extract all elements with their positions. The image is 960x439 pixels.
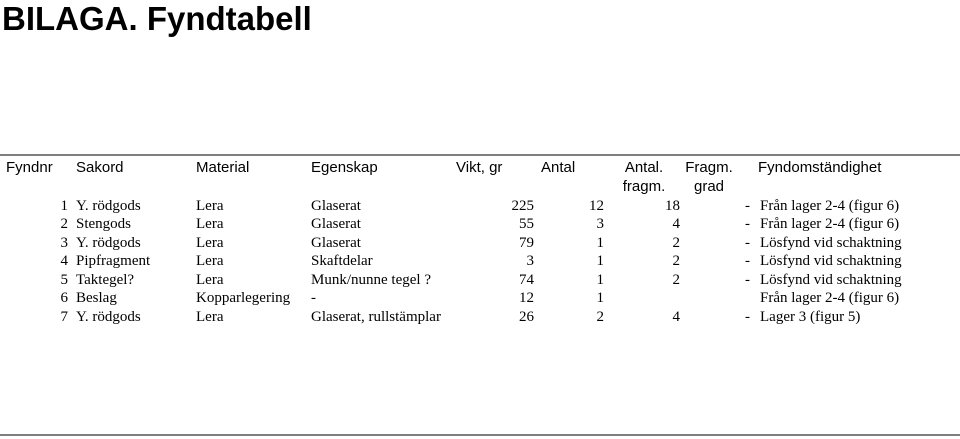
cell-antal-fragm: 4 <box>672 216 680 232</box>
cell-fyndomstandighet: Lösfynd vid schaktning <box>760 235 902 251</box>
document-title: BILAGA. Fyndtabell <box>2 0 312 37</box>
header-fyndnr: Fyndnr <box>6 159 53 176</box>
header-vikt: Vikt, gr <box>456 159 503 176</box>
cell-egenskap: Glaserat <box>311 216 361 232</box>
cell-sakord: Taktegel? <box>76 272 135 288</box>
table-row <box>0 197 960 215</box>
cell-fragm-grad: - <box>745 253 750 269</box>
cell-fyndnr: 5 <box>60 272 68 288</box>
header-material: Material <box>196 159 250 176</box>
header-fragm-grad-line1: Fragm. <box>685 159 733 176</box>
header-antal-fragm-line1: Antal. <box>624 159 664 176</box>
cell-fragm-grad: - <box>745 198 750 214</box>
cell-egenskap: Glaserat, rullstämplar <box>311 309 441 325</box>
cell-antal: 1 <box>596 235 604 251</box>
header-antal-fragm-line2: fragm. <box>622 178 666 195</box>
cell-fyndomstandighet: Lösfynd vid schaktning <box>760 253 902 269</box>
table-row <box>0 234 960 252</box>
cell-sakord: Y. rödgods <box>76 198 141 214</box>
table-row <box>0 252 960 270</box>
cell-fragm-grad: - <box>745 272 750 288</box>
cell-antal: 2 <box>596 309 604 325</box>
cell-fyndomstandighet: Från lager 2-4 (figur 6) <box>760 216 900 232</box>
cell-egenskap: Glaserat <box>311 235 361 251</box>
cell-fyndomstandighet: Från lager 2-4 (figur 6) <box>760 198 900 214</box>
table-row <box>0 215 960 233</box>
cell-sakord: Stengods <box>76 216 132 232</box>
table-header <box>0 158 960 198</box>
cell-fyndomstandighet: Från lager 2-4 (figur 6) <box>760 290 900 306</box>
cell-vikt: 3 <box>526 253 534 269</box>
table-row <box>0 289 960 307</box>
cell-sakord: Y. rödgods <box>76 309 141 325</box>
cell-antal: 12 <box>589 198 604 214</box>
cell-fragm-grad: - <box>745 216 750 232</box>
cell-vikt: 55 <box>519 216 534 232</box>
cell-material: Kopparlegering <box>196 290 291 306</box>
cell-fyndomstandighet: Lösfynd vid schaktning <box>760 272 902 288</box>
header-antal: Antal <box>541 159 576 176</box>
cell-vikt: 74 <box>519 272 534 288</box>
cell-fyndnr: 3 <box>60 235 68 251</box>
cell-antal: 1 <box>596 290 604 306</box>
cell-sakord: Beslag <box>76 290 117 306</box>
cell-antal-fragm: 4 <box>672 309 680 325</box>
cell-material: Lera <box>196 272 224 288</box>
table-bottom-rule <box>0 434 960 436</box>
cell-vikt: 12 <box>519 290 534 306</box>
cell-sakord: Y. rödgods <box>76 235 141 251</box>
cell-egenskap: Munk/nunne tegel ? <box>311 272 431 288</box>
cell-material: Lera <box>196 216 224 232</box>
cell-egenskap: - <box>311 290 316 306</box>
cell-vikt: 79 <box>519 235 534 251</box>
cell-fragm-grad: - <box>745 309 750 325</box>
cell-vikt: 225 <box>511 198 534 214</box>
cell-material: Lera <box>196 235 224 251</box>
header-fyndomstandighet: Fyndomständighet <box>758 159 882 176</box>
cell-antal-fragm: 2 <box>672 253 680 269</box>
cell-antal: 3 <box>596 216 604 232</box>
cell-sakord: Pipfragment <box>76 253 151 269</box>
cell-fyndomstandighet: Lager 3 (figur 5) <box>760 309 861 325</box>
cell-vikt: 26 <box>519 309 534 325</box>
header-fragm-grad <box>680 158 738 196</box>
cell-fyndnr: 6 <box>60 290 68 306</box>
cell-fyndnr: 7 <box>60 309 68 325</box>
cell-material: Lera <box>196 309 224 325</box>
cell-fyndnr: 1 <box>60 198 68 214</box>
cell-antal: 1 <box>596 272 604 288</box>
cell-egenskap: Skaftdelar <box>311 253 373 269</box>
cell-antal-fragm: 2 <box>672 272 680 288</box>
cell-antal-fragm: 18 <box>665 198 680 214</box>
cell-antal: 1 <box>596 253 604 269</box>
header-egenskap: Egenskap <box>311 159 378 176</box>
cell-fragm-grad: - <box>745 235 750 251</box>
table-top-rule <box>0 154 960 156</box>
table-row <box>0 271 960 289</box>
header-fragm-grad-line2: grad <box>693 178 725 195</box>
cell-material: Lera <box>196 198 224 214</box>
table-row <box>0 308 960 326</box>
cell-fyndnr: 2 <box>60 216 68 232</box>
cell-antal-fragm: 2 <box>672 235 680 251</box>
cell-material: Lera <box>196 253 224 269</box>
header-antal-fragm <box>620 158 668 196</box>
cell-fyndnr: 4 <box>60 253 68 269</box>
header-sakord: Sakord <box>76 159 124 176</box>
cell-egenskap: Glaserat <box>311 198 361 214</box>
